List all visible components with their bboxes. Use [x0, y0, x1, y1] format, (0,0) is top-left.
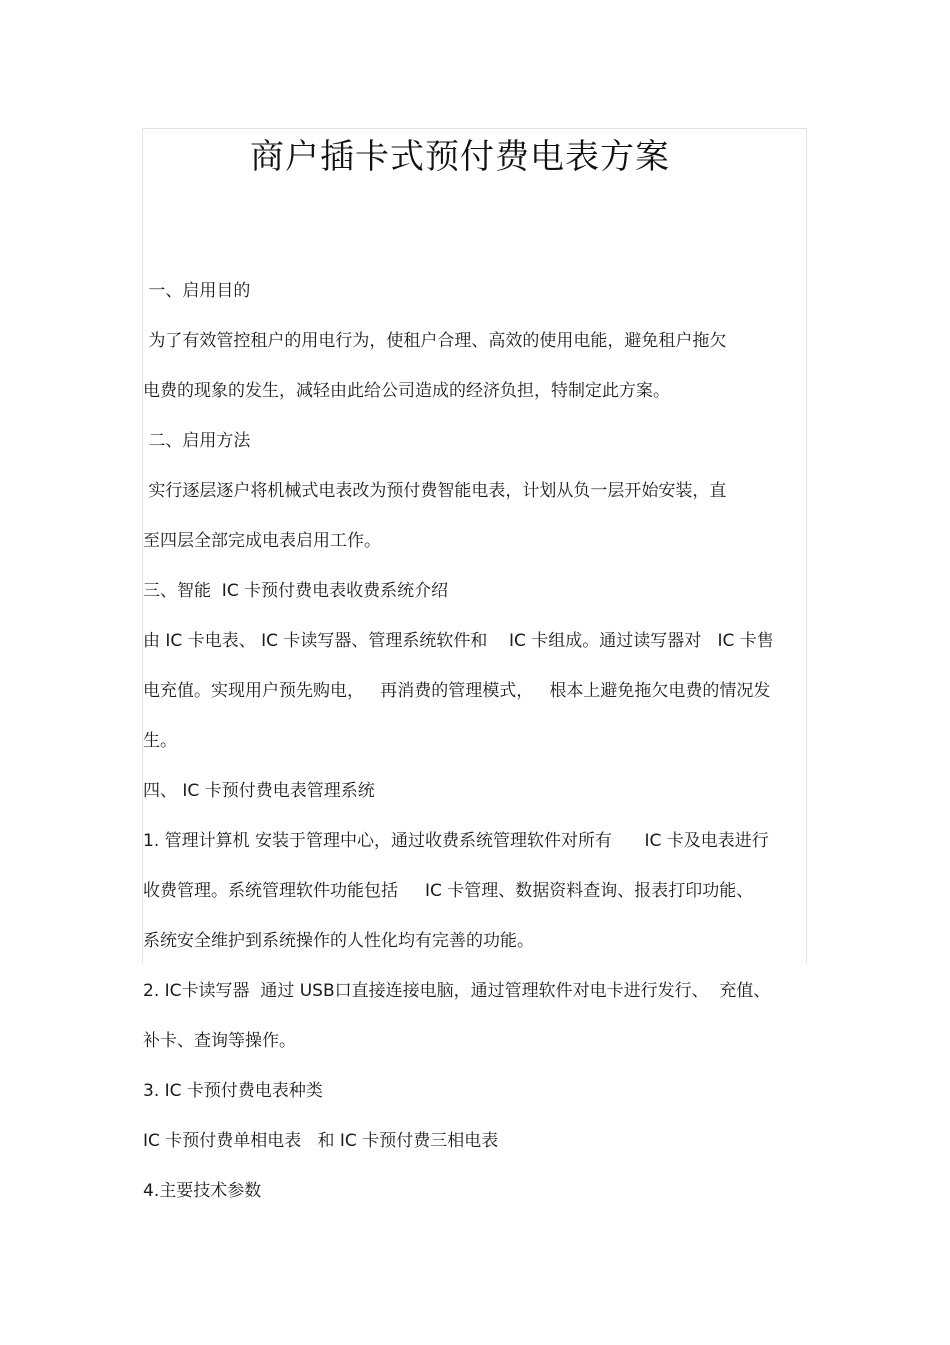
paragraph-line: 2. IC卡读写器 通过 USB口直接连接电脑，通过管理软件对电卡进行发行、 充值、 — [143, 981, 771, 1001]
subheading-meter-types: 3. IC 卡预付费电表种类 — [143, 1081, 323, 1101]
paragraph-line: 由 IC 卡电表、 IC 卡读写器、管理系统软件和 IC 卡组成。通过读写器对 IC 卡售 — [143, 631, 774, 651]
document-title: 商户插卡式预付费电表方案 — [250, 137, 670, 177]
paragraph-line: IC 卡预付费单相电表 和 IC 卡预付费三相电表 — [143, 1131, 499, 1151]
paragraph-line: 电充值。实现用户预先购电， 再消费的管理模式， 根本上避免拖欠电费的情况发 — [143, 681, 771, 701]
paragraph-line: 电费的现象的发生，减轻由此给公司造成的经济负担，特制定此方案。 — [143, 381, 670, 401]
page-frame-top-border — [142, 128, 807, 129]
paragraph-line: 系统安全维护到系统操作的人性化均有完善的功能。 — [143, 931, 534, 951]
paragraph-line: 收费管理。系统管理软件功能包括 IC 卡管理、数据资料查询、报表打印功能、 — [143, 881, 754, 901]
subheading-technical-parameters: 4.主要技术参数 — [143, 1181, 262, 1201]
paragraph-line: 1. 管理计算机 安装于管理中心，通过收费系统管理软件对所有 IC 卡及电表进行 — [143, 831, 769, 851]
paragraph-line: 生。 — [143, 731, 177, 751]
paragraph-line: 为了有效管控租户的用电行为，使租户合理、高效的使用电能，避免租户拖欠 — [143, 331, 727, 351]
section-heading-purpose: 一、启用目的 — [143, 281, 251, 301]
paragraph-line: 补卡、查询等操作。 — [143, 1031, 296, 1051]
section-heading-management-system: 四、 IC 卡预付费电表管理系统 — [143, 781, 375, 801]
section-heading-system-intro: 三、智能 IC 卡预付费电表收费系统介绍 — [143, 581, 449, 601]
paragraph-line: 至四层全部完成电表启用工作。 — [143, 531, 381, 551]
paragraph-line: 实行逐层逐户将机械式电表改为预付费智能电表，计划从负一层开始安装，直 — [143, 481, 727, 501]
page-frame-right-border — [806, 128, 807, 963]
section-heading-method: 二、启用方法 — [143, 431, 251, 451]
